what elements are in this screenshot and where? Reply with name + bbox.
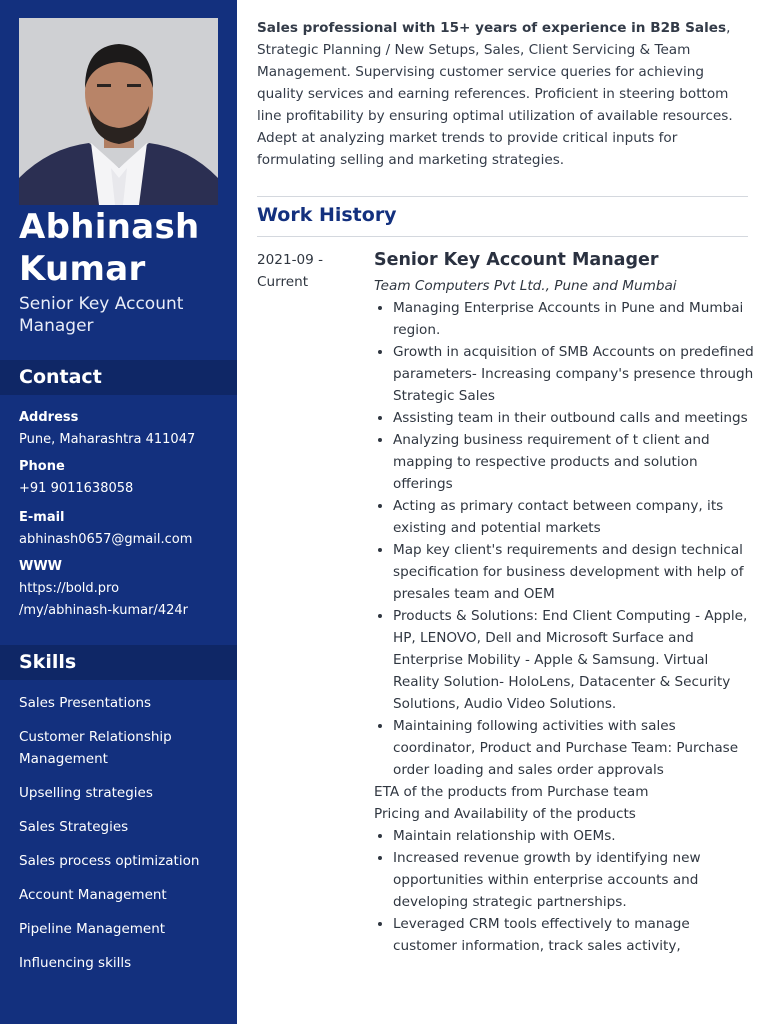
job-bullet: • Map key client's requirements and design technical specification for business development with help of presales team and OEM xyxy=(393,539,754,605)
skill-item: Sales process optimization xyxy=(19,853,200,869)
candidate-name xyxy=(19,206,229,290)
skill-item: Account Management xyxy=(19,887,167,903)
job-note: ETA of the products from Purchase team xyxy=(374,784,649,800)
phone-value[interactable]: +91 9011638058 xyxy=(19,481,134,496)
skills-heading: Skills xyxy=(0,645,237,680)
www-link[interactable] xyxy=(19,578,229,622)
contact-heading: Contact xyxy=(0,360,237,395)
phone-label: Phone xyxy=(19,459,65,474)
job-bullet: • Analyzing business requirement of t client and mapping to respective products and solution offerings xyxy=(393,429,754,495)
job-bullet: • Managing Enterprise Accounts in Pune and Mumbai region. xyxy=(393,297,754,341)
divider xyxy=(257,196,748,197)
divider xyxy=(257,236,748,237)
www-link-line1: https://bold.pro xyxy=(19,581,120,596)
www-link-line2: /my/abhinash-kumar/424r xyxy=(19,603,188,618)
skill-item: Upselling strategies xyxy=(19,785,153,801)
job-bullets xyxy=(374,825,754,957)
job-bullet: • Increased revenue growth by identifying new opportunities within enterprise accounts and developing strategic partnerships. xyxy=(393,847,754,913)
job-note: Pricing and Availability of the products xyxy=(374,806,636,822)
job-entry xyxy=(374,247,754,957)
email-label: E-mail xyxy=(19,510,65,525)
skills-list xyxy=(19,692,224,986)
first-name: Abhinash xyxy=(19,207,200,247)
address-label: Address xyxy=(19,410,79,425)
job-bullet: • Leveraged CRM tools effectively to manage customer information, track sales activity, xyxy=(393,913,754,957)
job-bullet: • Acting as primary contact between company, its existing and potential markets xyxy=(393,495,754,539)
skill-item: Customer Relationship Management xyxy=(19,729,172,767)
sidebar xyxy=(0,0,237,1024)
contact-phone xyxy=(19,456,229,500)
work-history-heading: Work History xyxy=(257,204,397,226)
job-bullet: • Maintaining following activities with sales coordinator, Product and Purchase Team: Purchase order loading and sales order approvals xyxy=(393,715,754,781)
address-value: Pune, Maharashtra 411047 xyxy=(19,432,196,447)
contact-www xyxy=(19,556,229,622)
email-link[interactable]: abhinash0657@gmail.com xyxy=(19,532,193,547)
skill-item: Influencing skills xyxy=(19,955,132,971)
skill-item: Sales Strategies xyxy=(19,819,129,835)
job-date-start: 2021-09 - xyxy=(257,252,324,268)
job-date xyxy=(257,249,357,293)
job-company: Team Computers Pvt Ltd., Pune and Mumbai xyxy=(374,278,677,294)
summary-body: , Strategic Planning / New Setups, Sales, Client Servicing & Team Management. Supervising customer service queries for achieving quality services and earning references. Proficient in steering bottom line profitability by ensuring optimal utilization of available resources. Adept at analyzing market trends to provide critical inputs for formulating selling and marketing strategies. xyxy=(257,20,733,168)
skill-item: Pipeline Management xyxy=(19,921,166,937)
profile-photo xyxy=(19,18,218,205)
professional-summary xyxy=(257,17,752,171)
job-bullet: • Growth in acquisition of SMB Accounts on predefined parameters- Increasing company's presence through Strategic Sales xyxy=(393,341,754,407)
www-label: WWW xyxy=(19,559,63,574)
job-bullet: • Assisting team in their outbound calls and meetings xyxy=(393,407,754,429)
candidate-role: Senior Key Account Manager xyxy=(19,294,184,336)
profile-photo-illustration xyxy=(19,18,218,205)
skill-item: Sales Presentations xyxy=(19,695,152,711)
contact-address xyxy=(19,407,229,451)
job-bullet: • Maintain relationship with OEMs. xyxy=(393,825,754,847)
summary-lead: Sales professional with 15+ years of experience in B2B Sales xyxy=(257,20,727,36)
job-title: Senior Key Account Manager xyxy=(374,250,659,270)
contact-email xyxy=(19,507,229,551)
last-name: Kumar xyxy=(19,249,146,289)
job-date-end: Current xyxy=(257,274,309,290)
job-bullet: • Products & Solutions: End Client Computing - Apple, HP, LENOVO, Dell and Microsoft Surface and Enterprise Mobility - Apple & Samsung. Virtual Reality Solution- HoloLens, Datacenter & Security Solutions, Audio Video Solutions. xyxy=(393,605,754,715)
job-bullets xyxy=(374,297,754,781)
